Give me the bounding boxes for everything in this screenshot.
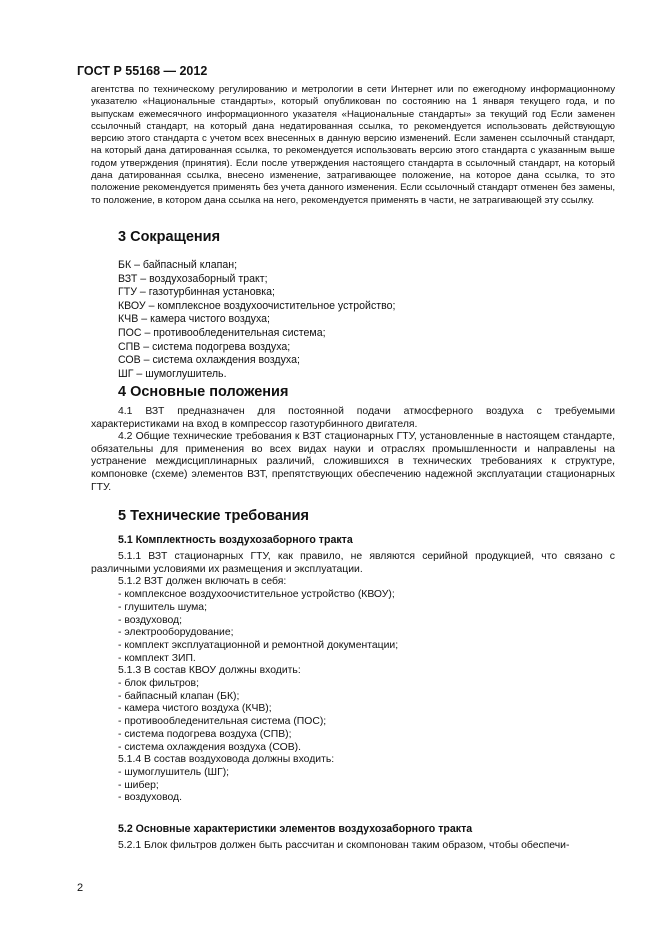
- list-item: ШГ – шумоглушитель.: [118, 367, 227, 380]
- list-item: - противообледенительная система (ПОС);: [118, 716, 327, 728]
- paragraph-4-1: 4.1 ВЗТ предназначен для постоянной подачи атмосферного воздуха с требуемыми характеристиками на вход в компрессор газотурбинного двигателя.: [91, 406, 615, 430]
- list-item: ВЗТ – воздухозаборный тракт;: [118, 272, 268, 285]
- list-item: СОВ – система охлаждения воздуха;: [118, 354, 300, 367]
- list-item: - система охлаждения воздуха (СОВ).: [118, 741, 302, 753]
- list-item: - воздуховод.: [118, 792, 182, 804]
- list-item: - комплексное воздухоочистительное устройство (КВОУ);: [118, 589, 395, 601]
- section-4-body: [91, 406, 615, 494]
- paragraph-5-1-2: 5.1.2 ВЗТ должен включать в себя:: [118, 576, 287, 588]
- list-item: - блок фильтров;: [118, 678, 199, 690]
- subsection-5-1-title: 5.1 Комплектность воздухозаборного тракта: [118, 534, 353, 546]
- paragraph-5-1-4: 5.1.4 В состав воздуховода должны входить:: [118, 754, 335, 766]
- section-5-title: 5 Технические требования: [118, 508, 310, 524]
- list-item: КВОУ – комплексное воздухоочистительное устройство;: [118, 299, 396, 312]
- list-item: СПВ – система подогрева воздуха;: [118, 340, 291, 353]
- section-5-2-body: [91, 840, 615, 853]
- paragraph-5-1-1: 5.1.1 ВЗТ стационарных ГТУ, как правило, не являются серийной продукцией, что связано с различными условиями их размещения и эксплуатации.: [91, 551, 615, 575]
- list-item: - система подогрева воздуха (СПВ);: [118, 728, 292, 740]
- list-item: - комплект ЗИП.: [118, 652, 196, 664]
- list-item: ГТУ – газотурбинная установка;: [118, 286, 275, 299]
- page-number: 2: [77, 882, 84, 894]
- list-item: - байпасный клапан (БК);: [118, 690, 240, 702]
- section-3-title: 3 Сокращения: [118, 229, 221, 245]
- section-4-title: 4 Основные положения: [118, 384, 289, 400]
- list-item: КЧВ – камера чистого воздуха;: [118, 313, 270, 326]
- list-item: - комплект эксплуатационной и ремонтной документации;: [118, 639, 399, 651]
- list-item: ПОС – противообледенительная система;: [118, 326, 326, 339]
- paragraph-5-1-3: 5.1.3 В состав КВОУ должны входить:: [118, 665, 301, 677]
- paragraph-4-2: 4.2 Общие технические требования к ВЗТ стационарных ГТУ, установленные в настоящем стандарте, обязательны для применения во всех видах науки и отраслях промышленности и направлены на устранение междисциплинарных различий, сложившихся в технических требованиях к структуре, компоновке (схеме) элементов ВЗТ, препятствующих обеспечению надежной эксплуатации стационарных ГТУ.: [91, 431, 615, 493]
- list-item: - электрооборудование;: [118, 627, 234, 639]
- subsection-5-2-title: 5.2 Основные характеристики элементов воздухозаборного тракта: [118, 823, 473, 835]
- list-item: - шумоглушитель (ШГ);: [118, 766, 230, 778]
- section-5-1-body: [91, 551, 615, 805]
- intro-text: агентства по техническому регулированию и метрологии в сети Интернет или по ежегодному информационному указателю «Национальные стандарты», который опубликован по состоянию на 1 января текущего года, и по выпускам ежемесячного информационного указателя «Национальные стандарты» за текущий год Если заменен ссылочный стандарт, на который дана недатированная ссылка, то рекомендуется использовать действующую версию этого стандарта с учетом всех внесенных в данную версию изменений. Если заменен ссылочный стандарт, на который дана датированная ссылка, то рекомендуется использовать версию этого стандарта с указанным выше годом утверждения (принятия). Если после утверждения настоящего стандарта в ссылочный стандарт, на который дана датированная ссылка, внесено изменение, затрагивающее положение, на которое дана ссылка, то это положение рекомендуется применять без учета данного изменения. Если ссылочный стандарт отменен без замены, то положение, в котором дана ссылка на него, рекомендуется применять в части, не затрагивающей эту ссылку.: [91, 84, 615, 206]
- paragraph-5-2-1: 5.2.1 Блок фильтров должен быть рассчитан и скомпонован таким образом, чтобы обеспечи-: [118, 840, 570, 851]
- intro-paragraph: [91, 84, 615, 207]
- list-item: - камера чистого воздуха (КЧВ);: [118, 703, 272, 715]
- list-item: БК – байпасный клапан;: [118, 259, 238, 271]
- list-item: - воздуховод;: [118, 614, 182, 626]
- list-item: - глушитель шума;: [118, 601, 207, 613]
- document-header: ГОСТ Р 55168 — 2012: [77, 64, 208, 78]
- list-item: - шибер;: [118, 779, 159, 791]
- abbreviations-list: [118, 259, 598, 381]
